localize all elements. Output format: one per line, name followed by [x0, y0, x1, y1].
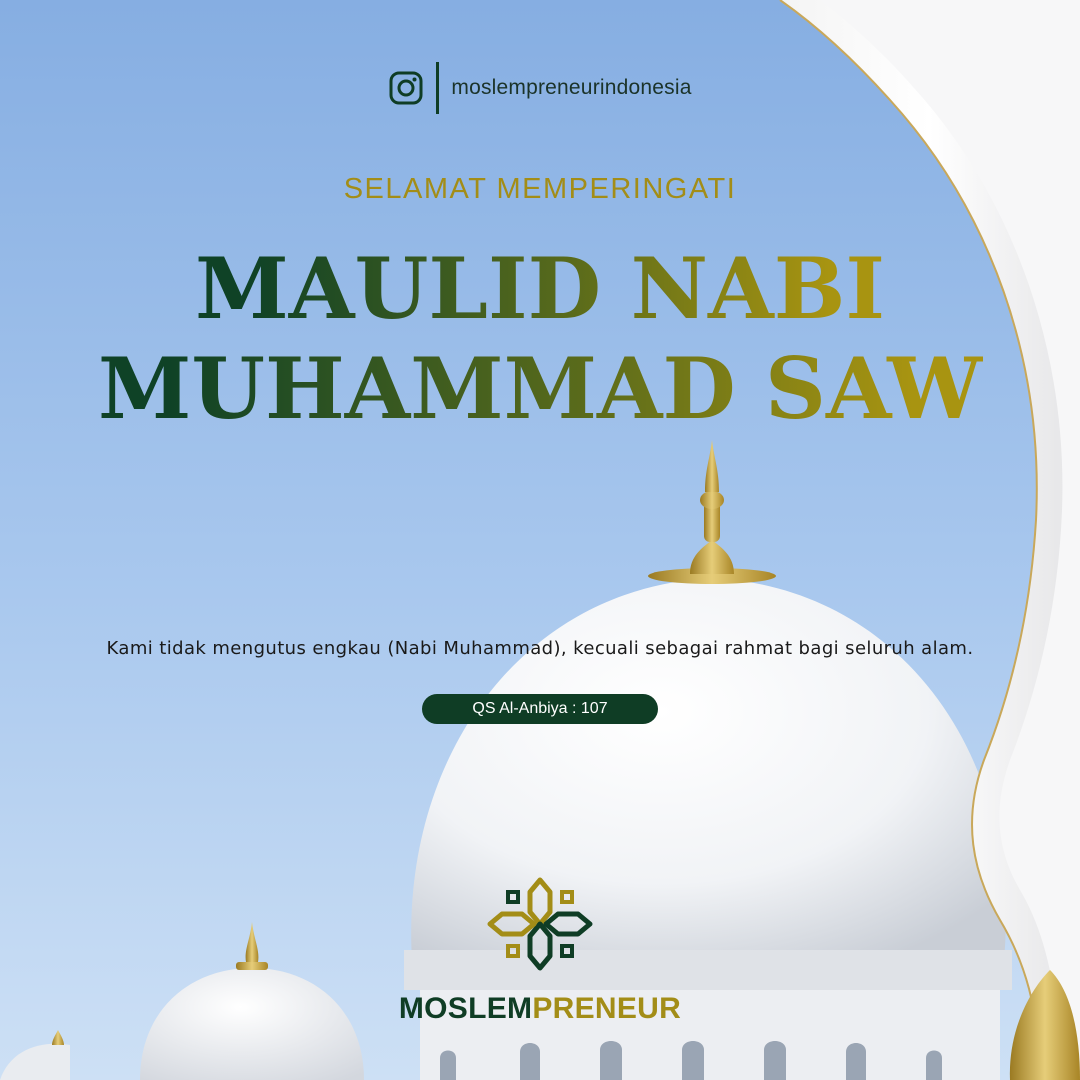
- greeting-title: [0, 230, 1080, 440]
- title-line-2: MUHAMMAD SAW: [98, 339, 984, 438]
- title-line-1: MAULID NABI: [195, 239, 885, 338]
- brand-word-preneur: PRENEUR: [532, 992, 682, 1025]
- brand-word-moslem: MOSLEM: [398, 992, 533, 1025]
- quote-reference-badge: QS Al-Anbiya : 107: [422, 694, 658, 724]
- social-handle: [0, 62, 1080, 114]
- greeting-subtitle: SELAMAT MEMPERINGATI: [343, 173, 737, 205]
- quote-text: Kami tidak mengutus engkau (Nabi Muhammad), kecuali sebagai rahmat bagi seluruh alam.: [106, 638, 974, 659]
- instagram-icon[interactable]: [388, 70, 424, 106]
- handle-divider: [436, 62, 439, 114]
- brand-wordmark: [0, 992, 1080, 1026]
- instagram-handle[interactable]: moslempreneurindonesia: [451, 76, 692, 99]
- moslempreneur-logo-icon: [484, 874, 596, 974]
